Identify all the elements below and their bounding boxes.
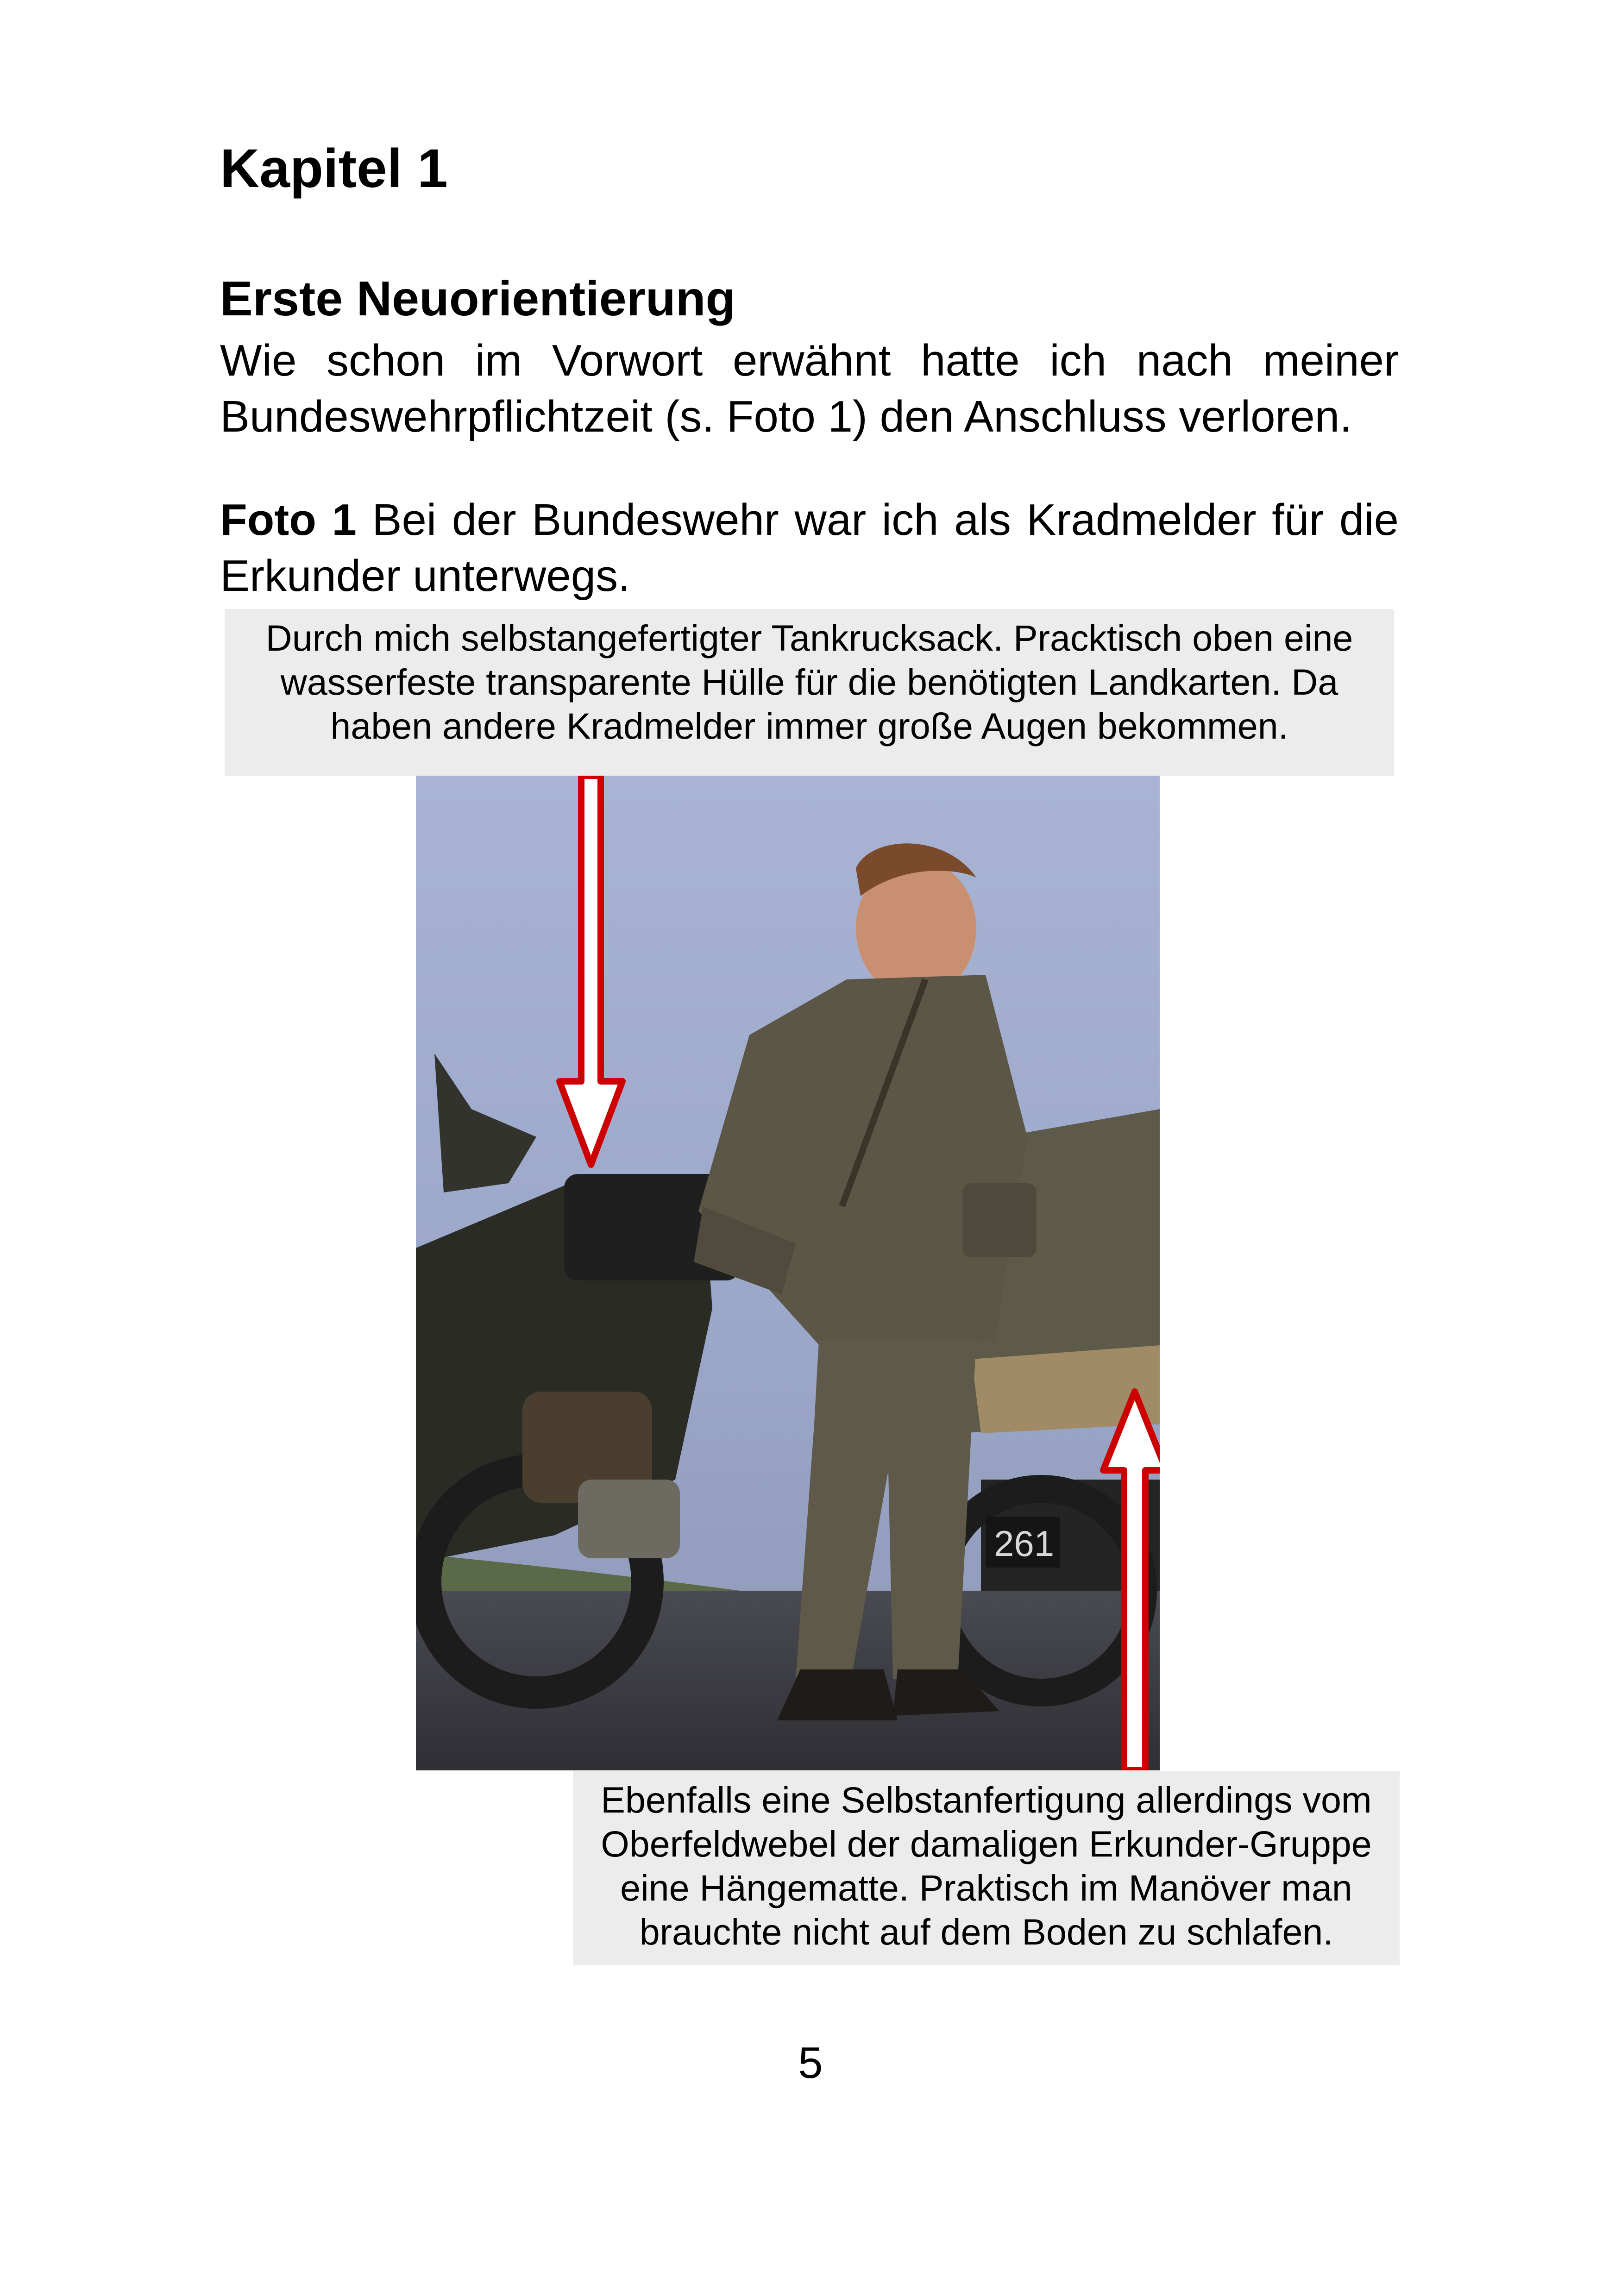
license-plate-text: 261: [994, 1523, 1055, 1564]
page-number: 5: [798, 2038, 823, 2088]
photo-caption-text: Bei der Bundeswehr war ich als Kradmelder für die Erkunder unterwegs.: [220, 495, 1399, 601]
chapter-title: Kapitel 1: [220, 138, 448, 199]
callout-hammock: Ebenfalls eine Selbstanfertigung allerdings vom Oberfeldwebel der damaligen Erkunder-Gruppe eine Hängematte. Praktisch im Manöver man brauchte nicht auf dem Boden zu schlafen.: [573, 1771, 1400, 1965]
photo-soldier-motorcycle: [416, 776, 1160, 1770]
callout-tank-bag: Durch mich selbstangefertigter Tankrucksack. Pracktisch oben eine wasserfeste transparente Hülle für die benötigten Landkarten. Da haben andere Kradmelder immer große Augen bekommen.: [225, 609, 1394, 776]
section-title: Erste Neuorientierung: [220, 271, 736, 326]
photo-caption: [220, 492, 1399, 604]
intro-paragraph: Wie schon im Vorwort erwähnt hatte ich nach meiner Bundeswehrpflichtzeit (s. Foto 1) den Anschluss verloren.: [220, 336, 1399, 441]
photo-caption-label: Foto 1: [220, 495, 357, 545]
